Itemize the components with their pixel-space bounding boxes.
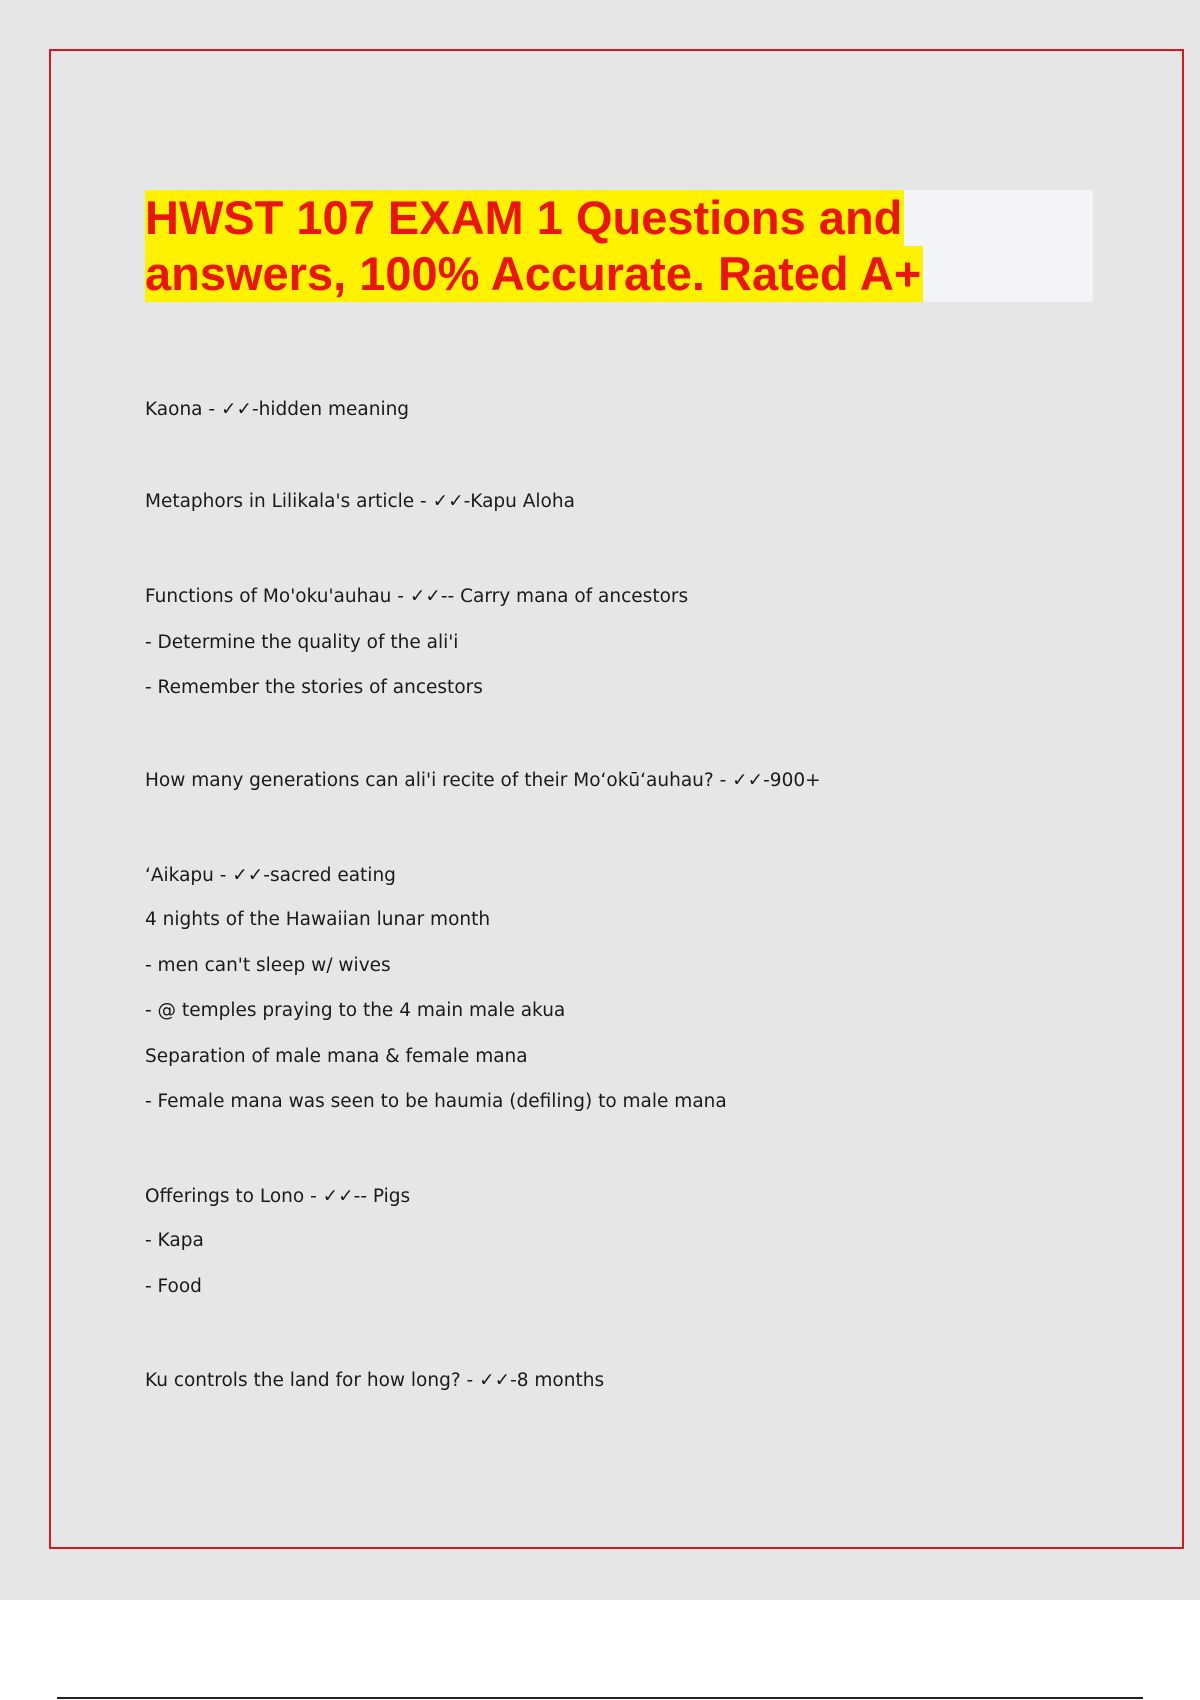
qa-line: - Food [145, 1276, 202, 1297]
qa-line: - Kapa [145, 1230, 204, 1251]
qa-line: ʻAikapu - ✓✓-sacred eating [145, 865, 396, 886]
qa-line: - Remember the stories of ancestors [145, 677, 483, 698]
qa-line: Offerings to Lono - ✓✓-- Pigs [145, 1186, 411, 1207]
document-title-line-2: answers, 100% Accurate. Rated A+ [145, 247, 922, 300]
qa-line: Functions of Mo'oku'auhau - ✓✓-- Carry mana of ancestors [145, 586, 689, 607]
qa-line: - men can't sleep w/ wives [145, 955, 391, 976]
qa-line: Metaphors in Lilikala's article - ✓✓-Kapu Aloha [145, 491, 575, 512]
qa-line: Kaona - ✓✓-hidden meaning [145, 399, 410, 420]
qa-line: Separation of male mana & female mana [145, 1046, 528, 1067]
qa-line: - Determine the quality of the ali'i [145, 632, 459, 653]
qa-line: How many generations can ali'i recite of their Moʻokūʻauhau? - ✓✓-900+ [145, 770, 821, 791]
qa-line: Ku controls the land for how long? - ✓✓-8 months [145, 1370, 605, 1391]
qa-line: - @ temples praying to the 4 main male akua [145, 1000, 566, 1021]
qa-line: - Female mana was seen to be haumia (defiling) to male mana [145, 1091, 727, 1112]
qa-line: 4 nights of the Hawaiian lunar month [145, 909, 491, 930]
document-title-line-1: HWST 107 EXAM 1 Questions and [145, 191, 903, 244]
next-page-divider [57, 1697, 1143, 1699]
